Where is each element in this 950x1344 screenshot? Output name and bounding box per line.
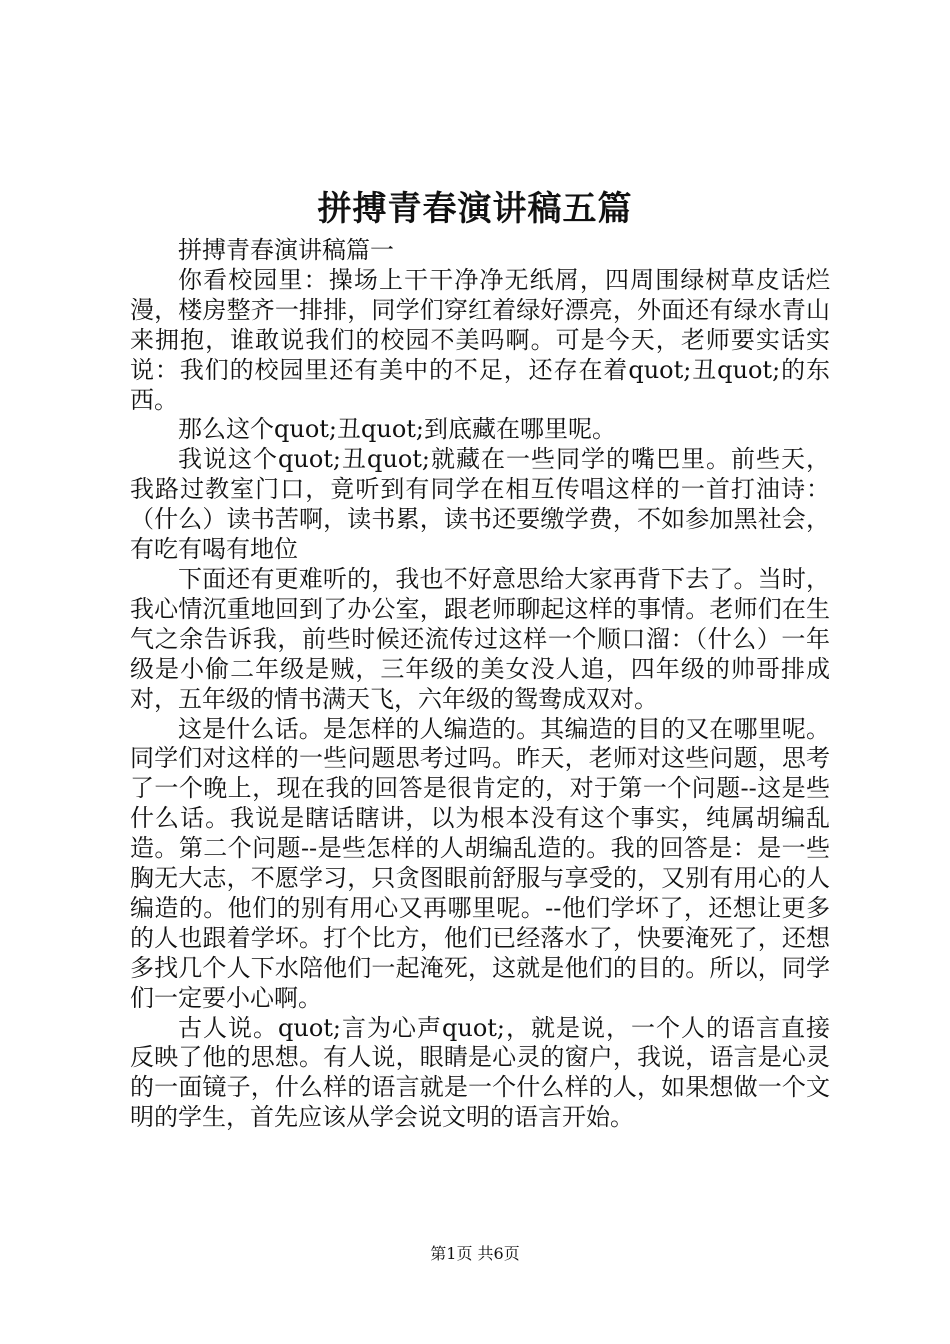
- paragraph: 那么这个quot;丑quot;到底藏在哪里呢。: [178, 415, 616, 444]
- document-body: [130, 236, 830, 1133]
- page-footer: 第1页 共6页: [430, 1244, 520, 1263]
- paragraph: 你看校园里：操场上干干净净无纸屑，四周围绿树草皮话烂漫，楼房整齐一排排，同学们穿红着绿好漂亮，外面还有绿水青山来拥抱，谁敢说我们的校园不美吗啊。可是今天，老师要实话实说：我们的校园里还有美中的不足，还存在着quot;丑quot;的东西。: [130, 265, 830, 414]
- paragraph: 这是什么话。是怎样的人编造的。其编造的目的又在哪里呢。同学们对这样的一些问题思考过吗。昨天，老师对这些问题，思考了一个晚上，现在我的回答是很肯定的，对于第一个问题--这是些什么话。我说是瞎话瞎讲，以为根本没有这个事实，纯属胡编乱造。第二个问题--是些怎样的人胡编乱造的。我的回答是：是一些胸无大志，不愿学习，只贪图眼前舒服与享受的，又别有用心的人编造的。他们的别有用心又再哪里呢。--他们学坏了，还想让更多的人也跟着学坏。打个比方，他们已经落水了，快要淹死了，还想多找几个人下水陪他们一起淹死，这就是他们的目的。所以，同学们一定要小心啊。: [130, 714, 830, 1012]
- section-heading: 拼搏青春演讲稿篇一: [178, 236, 394, 264]
- paragraph: 下面还有更难听的，我也不好意思给大家再背下去了。当时，我心情沉重地回到了办公室，跟老师聊起这样的事情。老师们在生气之余告诉我，前些时候还流传过这样一个顺口溜：（什么）一年级是小偷二年级是贼，三年级的美女没人追，四年级的帅哥排成对，五年级的情书满天飞，六年级的鸳鸯成双对。: [130, 564, 830, 713]
- paragraph: 我说这个quot;丑quot;就藏在一些同学的嘴巴里。前些天，我路过教室门口，竟听到有同学在相互传唱这样的一首打油诗：（什么）读书苦啊，读书累，读书还要缴学费，不如参加黑社会，有吃有喝有地位: [130, 445, 830, 564]
- paragraph: 古人说。quot;言为心声quot;，就是说，一个人的语言直接反映了他的思想。有人说，眼睛是心灵的窗户，我说，语言是心灵的一面镜子，什么样的语言就是一个什么样的人，如果想做一个文明的学生，首先应该从学会说文明的语言开始。: [130, 1013, 830, 1132]
- document-title: 拼搏青春演讲稿五篇: [317, 189, 633, 229]
